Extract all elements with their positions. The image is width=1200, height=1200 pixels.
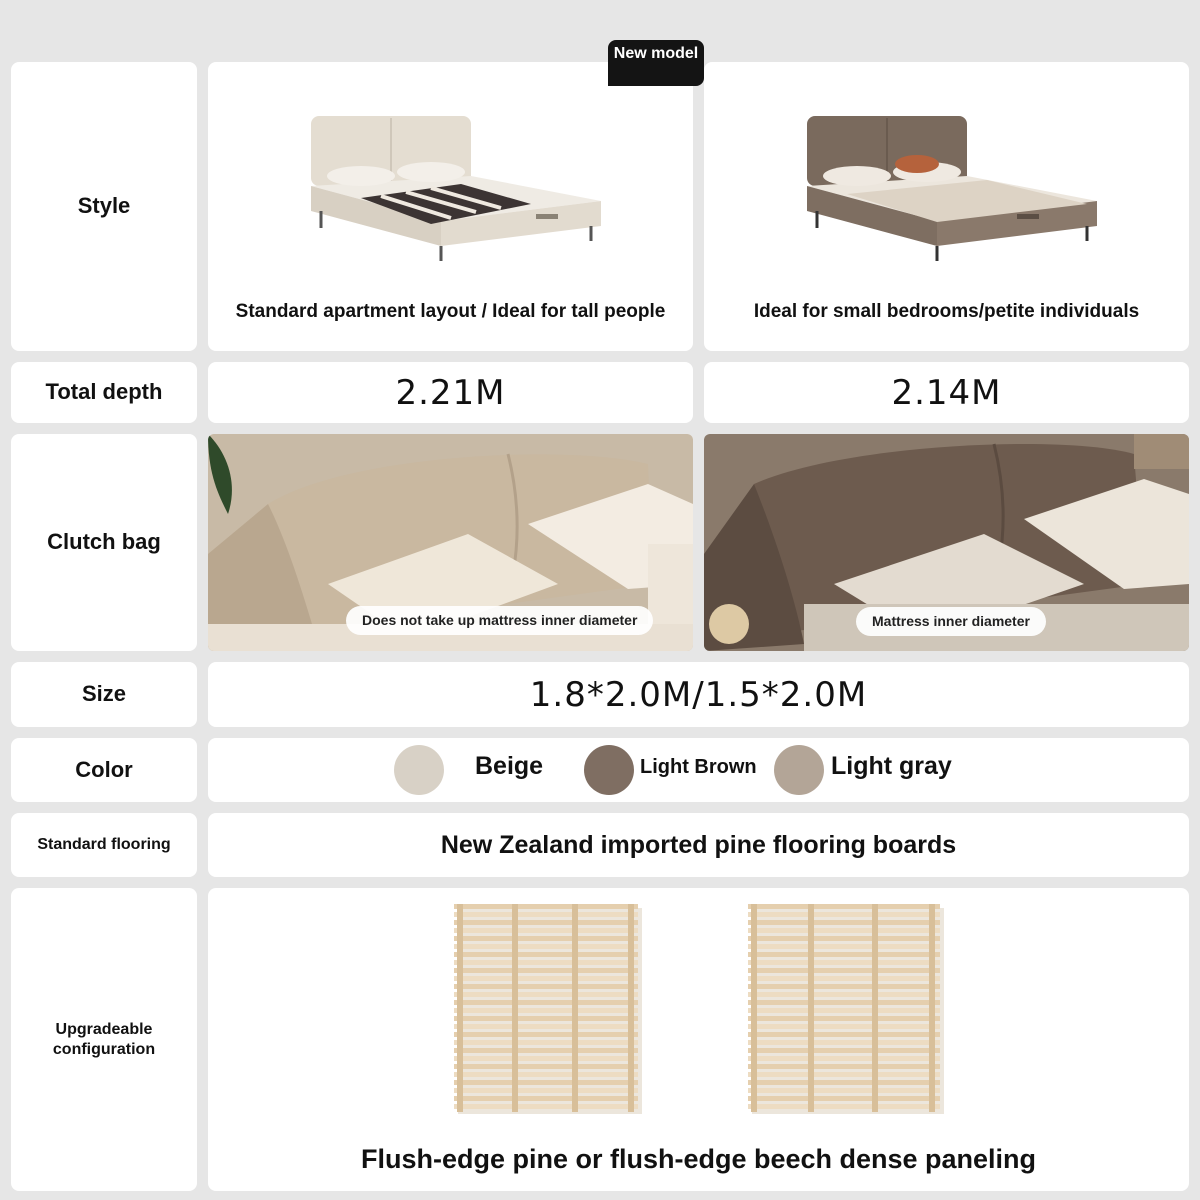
color-options-cell — [208, 738, 1189, 802]
swatch-light-brown[interactable] — [584, 745, 634, 795]
pine-slat-panel-image — [454, 904, 642, 1114]
total-depth-value-small: 2.14M — [891, 372, 1002, 413]
upgrade-value-cell — [208, 888, 1189, 1191]
standard-flooring-label-cell — [11, 813, 197, 877]
color-label-cell — [11, 738, 197, 802]
upgrade-caption: Flush-edge pine or flush-edge beech dense paneling — [360, 1144, 1037, 1174]
swatch-label-light-brown: Light Brown — [640, 756, 757, 778]
standard-flooring-value: New Zealand imported pine flooring boards — [440, 830, 957, 859]
swatch-beige[interactable] — [394, 745, 444, 795]
style-label: Style — [77, 193, 131, 219]
new-model-badge-text: New model — [613, 45, 699, 62]
color-label: Color — [75, 756, 133, 782]
swatch-label-light-gray: Light gray — [831, 752, 952, 780]
total-depth-label-cell — [11, 362, 197, 423]
total-depth-value-cell-small — [704, 362, 1189, 423]
new-model-badge — [608, 40, 704, 86]
upgrade-label-cell — [11, 888, 197, 1191]
total-depth-value-standard: 2.21M — [395, 372, 506, 413]
brown-bed-image — [787, 106, 1107, 266]
size-value: 1.8*2.0M/1.5*2.0M — [529, 674, 868, 715]
style-option-standard — [208, 62, 693, 351]
style-label-cell — [11, 62, 197, 351]
total-depth-value-cell-standard — [208, 362, 693, 423]
style-caption-standard: Standard apartment layout / Ideal for tall people — [235, 301, 666, 322]
standard-flooring-label: Standard flooring — [37, 836, 171, 854]
standard-flooring-value-cell — [208, 813, 1189, 877]
swatch-label-beige: Beige — [475, 752, 544, 780]
clutch-bag-photo-brown — [704, 434, 1189, 651]
clutch-bag-label: Clutch bag — [47, 529, 161, 555]
style-option-small — [704, 62, 1189, 351]
style-caption-small: Ideal for small bedrooms/petite individuals — [753, 301, 1140, 322]
clutch-bag-note-beige: Does not take up mattress inner diameter — [346, 606, 653, 635]
swatch-light-gray[interactable] — [774, 745, 824, 795]
clutch-bag-photo-beige — [208, 434, 693, 651]
clutch-bag-note-brown: Mattress inner diameter — [856, 607, 1046, 636]
upgrade-label: Upgradeable configuration — [52, 1021, 156, 1058]
size-value-cell — [208, 662, 1189, 727]
beech-slat-panel-image — [748, 904, 944, 1114]
total-depth-label: Total depth — [45, 379, 163, 405]
size-label: Size — [81, 681, 127, 707]
beige-bed-image — [291, 106, 611, 266]
size-label-cell — [11, 662, 197, 727]
clutch-bag-label-cell — [11, 434, 197, 651]
